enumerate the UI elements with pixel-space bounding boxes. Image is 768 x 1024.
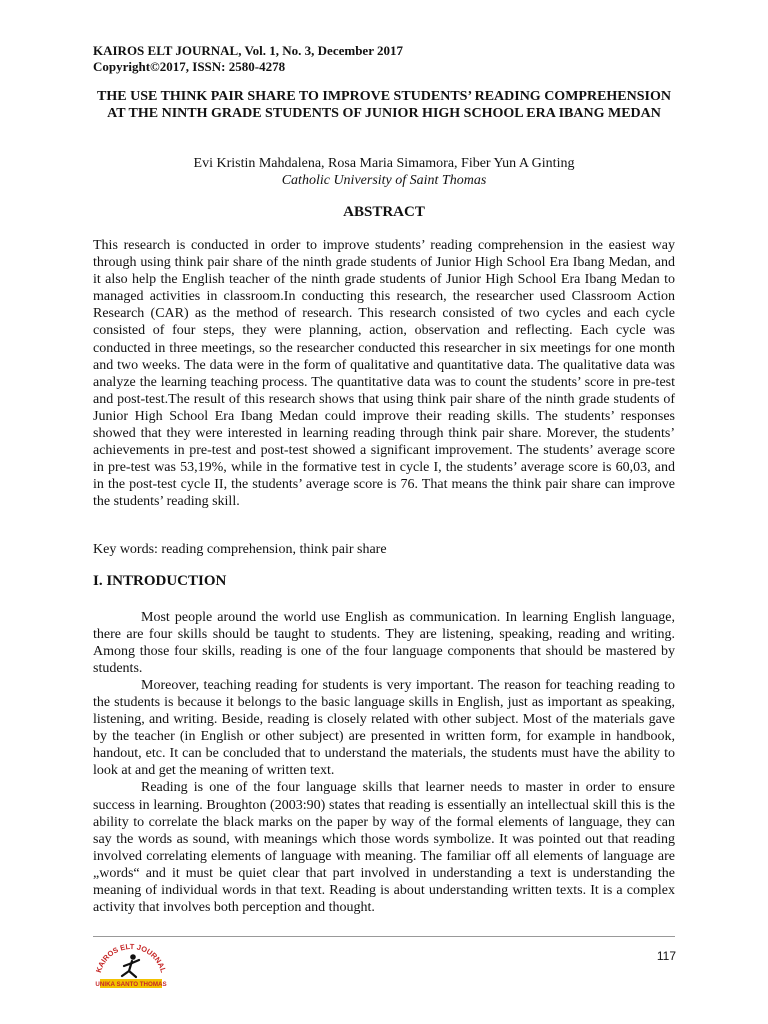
runner-figure-icon [122,954,139,977]
abstract-heading: ABSTRACT [343,204,425,220]
page-number: 117 [656,949,676,963]
journal-citation: KAIROS ELT JOURNAL, Vol. 1, No. 3, December 2017 [93,43,403,58]
journal-logo [88,940,174,990]
logo-arc-text: KAIROS ELT JOURNAL [93,941,169,974]
paper-title: THE USE THINK PAIR SHARE TO IMPROVE STUDENTS’ READING COMPREHENSION AT THE NINTH GRADE STUDENTS OF JUNIOR HIGH SCHOOL ERA IBANG MEDAN [97,89,671,121]
section-heading-introduction: I. INTRODUCTION [93,573,227,589]
author-block [90,155,678,189]
journal-header [93,43,403,75]
body-paragraph: Moreover, teaching reading for students is very important. The reason for teaching reading to the students is because it belongs to the basic language skills in English, just as important as speaking, listening, and writing. Beside, reading is closely related with other subject. Most of the materials gave by the teacher (in English or other subject) are presented in written form, for example in handbook, handout, etc. It can be concluded that to understand the materials, the students must have the ability to look at and get the meaning of written text. [93,678,675,779]
abstract-text: This research is conducted in order to improve students’ reading comprehension in the easiest way through using think pair share of the ninth grade students of Junior High School Era Ibang Medan, and it also help the English teacher of the ninth grade students of Junior High School Era Ibang Medan to managed activities in classroom.In conducting this research, the researcher used Classroom Action Research (CAR) as the method of research. This research consisted of two cycles and each cycle consisted of four steps, they were planning, action, observation and reflecting. Each cycle was conducted in three meetings, so the researcher conducted this researcher in six meetings for one month and two weeks. The data were in the form of qualitative and quantitative data. The qualitative data was analyze the learning teaching process. The quantitative data was to count the students’ score in pre-test and post-test.The result of this research shows that using think pair share of the ninth grade students of Junior High School Era Ibang Medan could improve their reading skills. The students’ responses showed that they were interested in learning reading through think pair share. Morever, the students’ achievements in pre-test and post-test showed a significant improvement. The students’ average score in pre-test was 53,19%, while in the formative test in cycle I, the students’ average score is 60,03, and in the post-test cycle II, the students’ average score is 76. That means the think pair share can improve the students’ reading skill. [93,238,675,510]
body-paragraph: Reading is one of the four language skills that learner needs to master in order to ensure success in learning. Broughton (2003:90) states that reading is essentially an intellectual skill this is the ability to correlate the black marks on the paper by way of the formal elements of language, they can say the words as sound, with meanings which those words symbolize. It was pointed out that reading involved correlating elements of language with meaning. The familiar off all elements of language are „words“ and it must be quiet clear that part involved in understanding a text is understanding the meaning of individual words in that text. Reading is about understanding written texts. It is a complex activity that involves both perception and thought. [93,780,675,915]
footer-divider [93,936,675,937]
logo-banner-text: UNIKA SANTO THOMAS [95,981,167,988]
journal-copyright: Copyright©2017, ISSN: 2580-4278 [93,59,286,74]
introduction-body [93,609,675,916]
author-affiliation: Catholic University of Saint Thomas [281,173,487,188]
keywords: Key words: reading comprehension, think pair share [93,542,387,557]
body-paragraph: Most people around the world use English as communication. In learning English language, there are four skills should be taught to students. They are listening, speaking, reading and writing. Among those four skills, reading is one of the four language components that should be mastered by students. [93,610,675,677]
author-names: Evi Kristin Mahdalena, Rosa Maria Simamora, Fiber Yun A Ginting [193,156,575,171]
